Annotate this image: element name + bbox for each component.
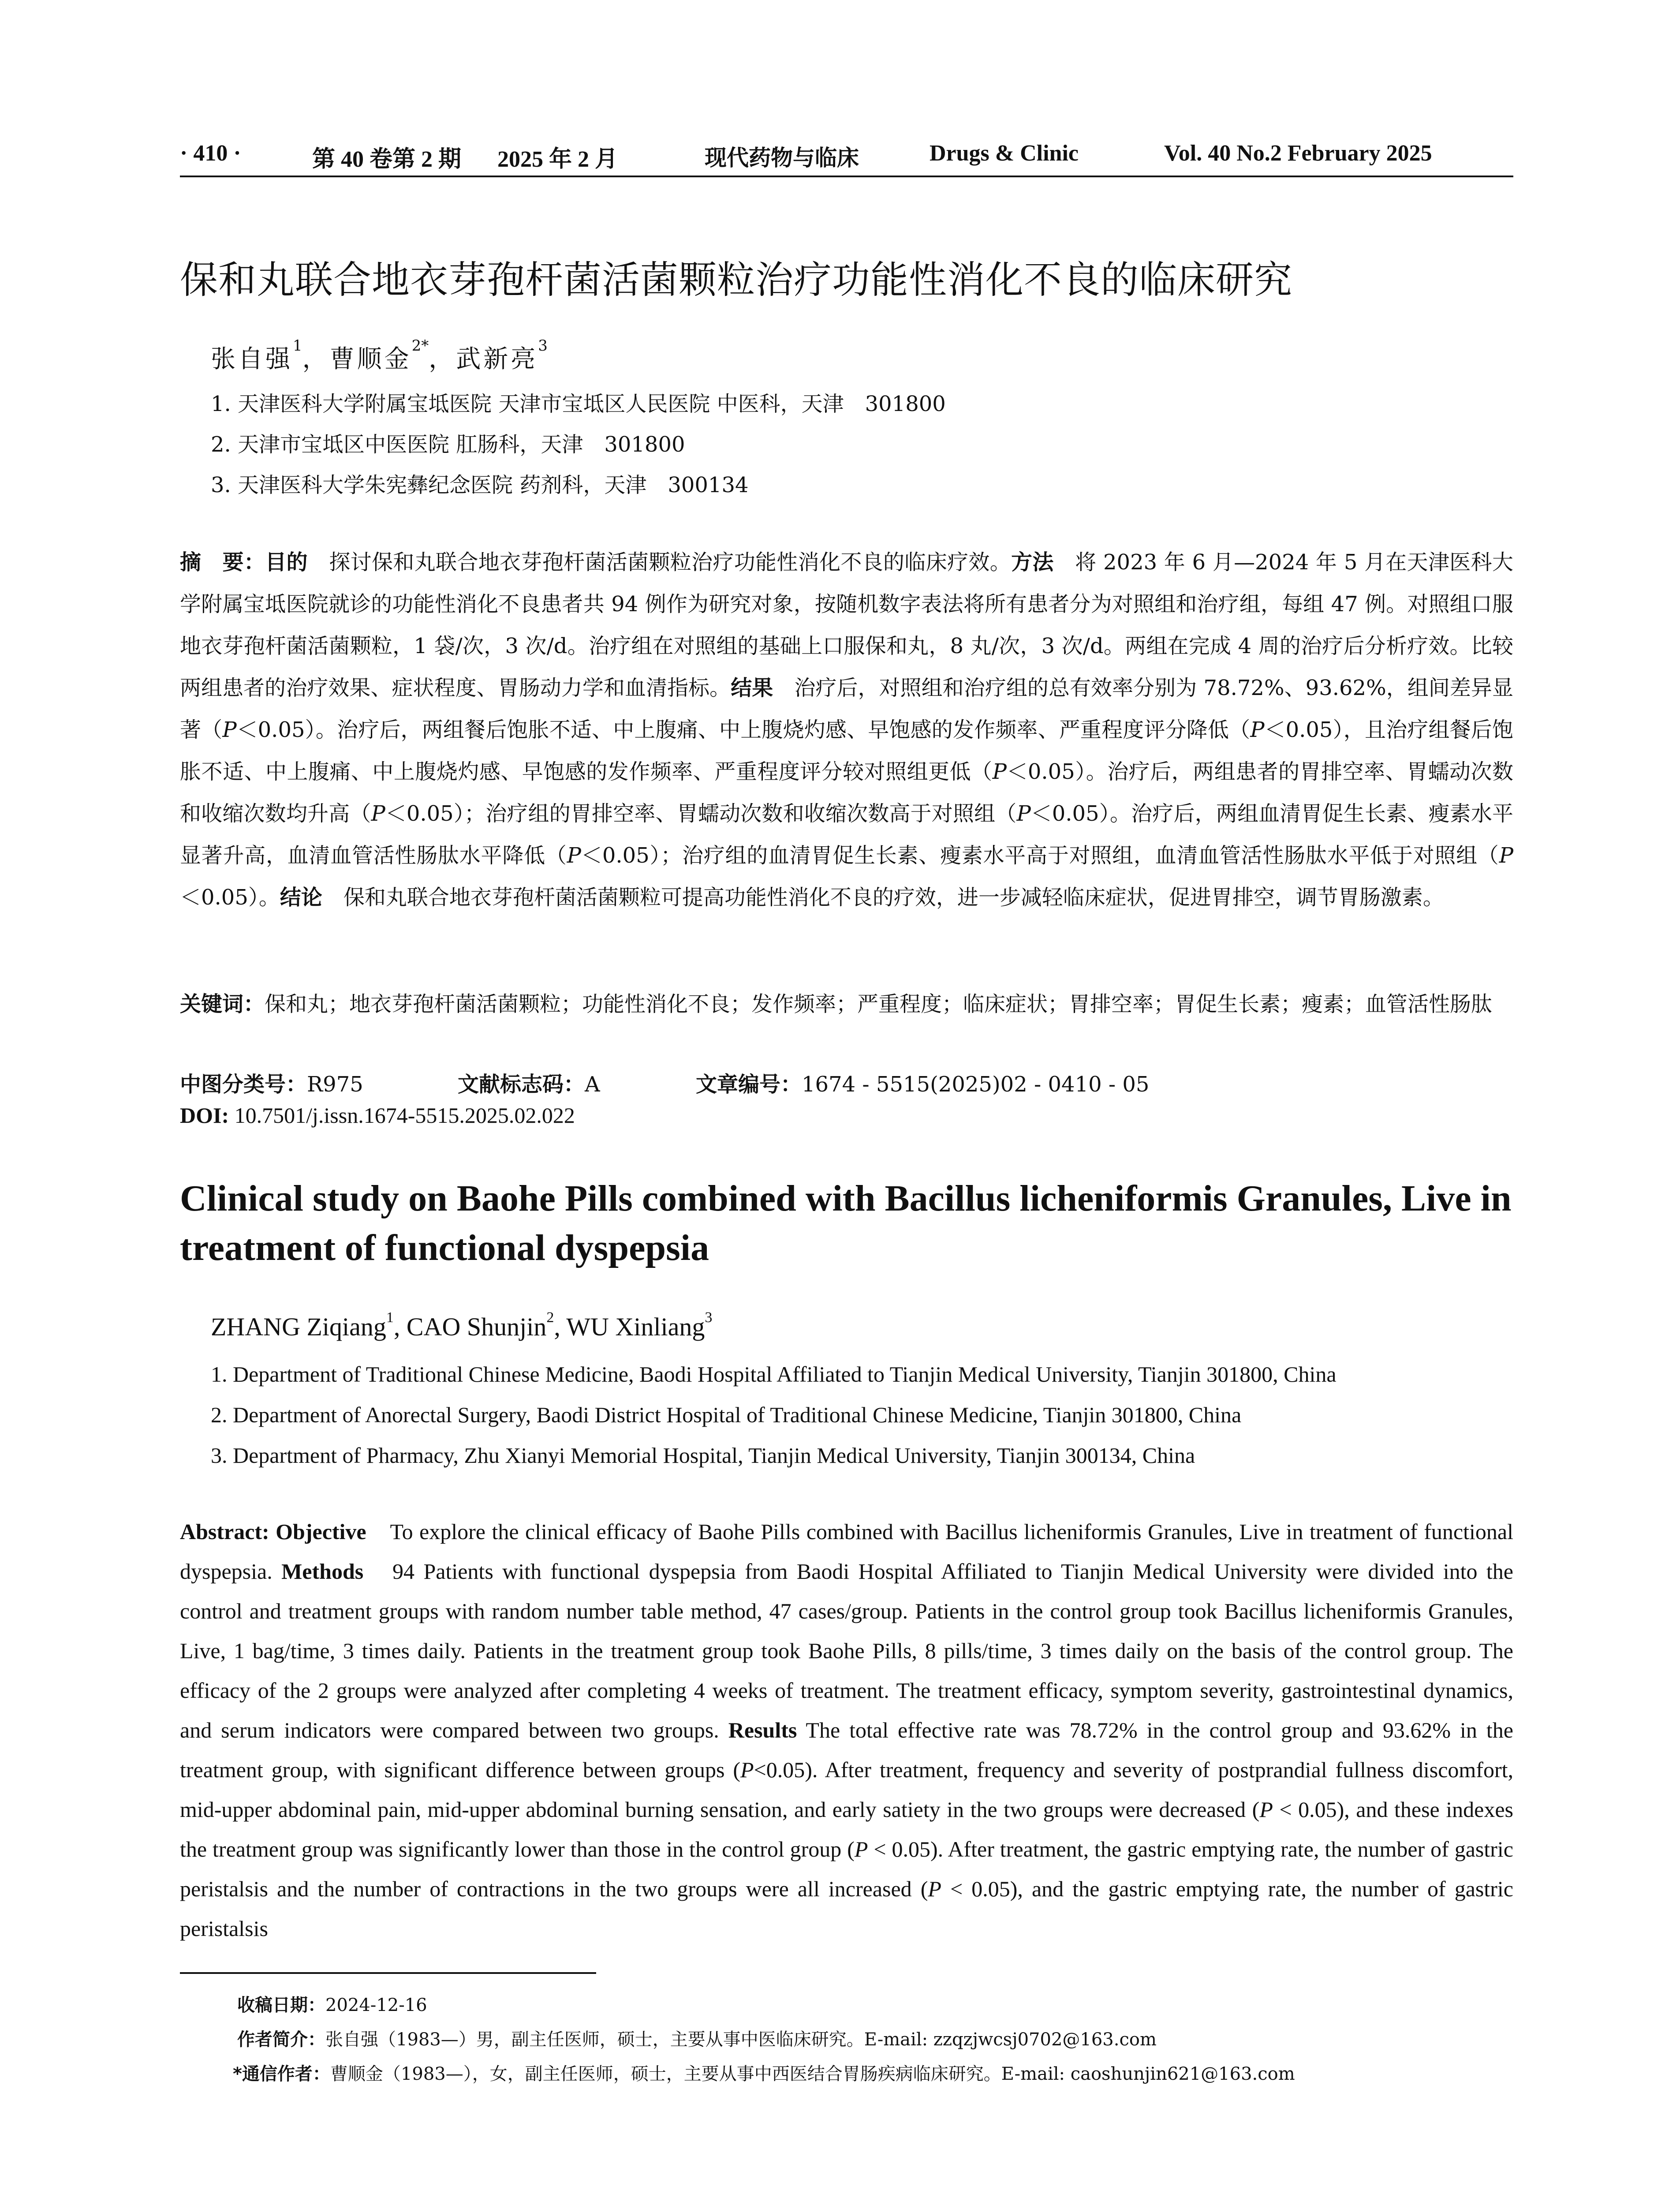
- p-symbol: P: [1259, 1797, 1273, 1822]
- author-2-en: , CAO Shunjin: [393, 1312, 547, 1341]
- authors-cn: [211, 337, 548, 375]
- results-text-en: < 0.05), and the gastric emptying rate, the number of gastric peristalsis: [180, 1876, 1513, 1941]
- author-1-cn: 张自强: [211, 345, 293, 374]
- author-separator: ，: [302, 345, 330, 374]
- p-symbol: P: [992, 759, 1007, 784]
- received-date: 2024-12-16: [325, 1995, 427, 2015]
- clc-field: [180, 1067, 363, 1098]
- article-number-label: 文章编号：: [696, 1072, 802, 1097]
- article-title-cn: 保和丸联合地衣芽孢杆菌活菌颗粒治疗功能性消化不良的临床研究: [180, 258, 1292, 302]
- author-2-sup: 2*: [411, 337, 429, 355]
- footnote-author: [237, 2022, 1295, 2057]
- methods-text-en: 94 Patients with functional dyspepsia from Baodi Hospital Affiliated to Tianjin Medical University were divided into the control and treatment groups with random number table method, 47 cases/group. Patients in the control group took Bacillus licheniformis Granules, Live, 1 bag/time, 3 times daily. Patients in the treatment group took Baohe Pills, 8 pills/time, 3 times daily on the basis of the control group. The efficacy of the 2 groups were analyzed after completing 4 weeks of treatment. The treatment efficacy, symptom severity, gastrointestinal dynamics, and serum indicators were compared between two groups.: [180, 1559, 1513, 1742]
- article-number-value: 1674 - 5515(2025)02 - 0410 - 05: [802, 1072, 1150, 1097]
- results-text-en: < 0.05), and these indexes the treatment group was significantly lower than those in the control group (: [180, 1797, 1513, 1861]
- results-text-en: <0.05). After treatment, frequency and severity of postprandial fullness discomfort, mid-upper abdominal pain, mid-upper abdominal burning sensation, and early satiety in the two groups were decreased (: [180, 1757, 1513, 1822]
- footnote-corresponding: [233, 2057, 1295, 2091]
- conclusion-text-cn: 保和丸联合地衣芽孢杆菌活菌颗粒可提高功能性消化不良的疗效，进一步减轻临床症状，促进胃排空，调节胃肠激素。: [322, 885, 1444, 910]
- author-1-sup: 1: [293, 337, 302, 355]
- objective-text-cn: 探讨保和丸联合地衣芽孢杆菌活菌颗粒治疗功能性消化不良的临床疗效。: [308, 550, 1012, 575]
- author-3-cn: 武新亮: [456, 345, 538, 374]
- authors-en: [211, 1309, 713, 1342]
- p-symbol: P: [567, 843, 581, 868]
- footnote-received: [237, 1988, 1295, 2022]
- abstract-label-cn: 摘 要：: [180, 550, 265, 575]
- author-1-en-sup: 1: [386, 1309, 394, 1326]
- author-bio-label: 作者简介：: [237, 2029, 325, 2050]
- doc-code-field: [458, 1067, 600, 1098]
- issue-info: 第 40 卷第 2 期: [312, 147, 462, 172]
- affiliation-cn-3: 3. 天津医科大学朱宪彝纪念医院 药剂科，天津 300134: [211, 473, 749, 497]
- received-label: 收稿日期：: [237, 1995, 325, 2015]
- methods-label-cn: 方法: [1011, 550, 1054, 575]
- objective-label-cn: 目的: [265, 550, 308, 575]
- author-3-en-sup: 3: [705, 1309, 713, 1326]
- corresponding-label: *通信作者：: [233, 2064, 330, 2084]
- p-symbol: P: [740, 1757, 754, 1782]
- issue-date: 2025 年 2 月: [497, 147, 618, 172]
- results-label-en: Results: [728, 1718, 797, 1742]
- corresponding-text: 曹顺金（1983—），女，副主任医师，硕士，主要从事中西医结合胃肠疾病临床研究。E-mail: caoshunjin621@163.com: [330, 2064, 1295, 2084]
- p-symbol: P: [854, 1837, 868, 1861]
- abstract-cn: [180, 542, 1513, 919]
- header-rule: [180, 176, 1513, 177]
- p-symbol: P: [1016, 801, 1031, 826]
- author-2-en-sup: 2: [546, 1309, 554, 1326]
- results-text-cn: ＜0.05）。治疗后，两组血清胃促生长素、瘦素水平显著升高，血清血管活性肠肽水平降低（: [180, 801, 1513, 868]
- author-bio-text: 张自强（1983—）男，副主任医师，硕士，主要从事中医临床研究。E-mail: zzqzjwcsj0702@163.com: [325, 2029, 1157, 2050]
- affiliations-cn: [211, 384, 946, 505]
- objective-text-en: To explore the clinical efficacy of Baohe Pills combined with Bacillus licheniformis Granules, Live in treatment of functional dyspepsia.: [180, 1519, 1513, 1584]
- results-text-cn: ＜0.05）。治疗后，两组餐后饱胀不适、中上腹痛、中上腹烧灼感、早饱感的发作频率、严重程度评分降低（: [236, 718, 1251, 742]
- author-3-sup: 3: [538, 337, 548, 355]
- clc-label: 中图分类号：: [180, 1072, 307, 1097]
- results-text-cn: ＜0.05）；治疗组的胃排空率、胃蠕动次数和收缩次数高于对照组（: [385, 801, 1017, 826]
- p-symbol: P: [222, 718, 237, 742]
- p-symbol: P: [928, 1876, 941, 1901]
- methods-label-en: Methods: [281, 1559, 364, 1584]
- affiliation-en-3: 3. Department of Pharmacy, Zhu Xianyi Memorial Hospital, Tianjin Medical University, Tianjin 300134, China: [211, 1443, 1195, 1468]
- doc-code-label: 文献标志码：: [458, 1072, 585, 1097]
- p-symbol: P: [1250, 718, 1265, 742]
- article-title-en: Clinical study on Baohe Pills combined with Bacillus licheniformis Granules, Live in treatment of functional dyspepsia: [180, 1178, 1512, 1268]
- footnotes: [233, 1988, 1295, 2091]
- affiliation-cn-2: 2. 天津市宝坻区中医医院 肛肠科，天津 301800: [211, 432, 685, 457]
- results-text-en: < 0.05). After treatment, the gastric emptying rate, the number of gastric peristalsis and the number of contractions in the two groups were all increased (: [180, 1837, 1513, 1901]
- p-symbol: P: [371, 801, 385, 826]
- results-text-cn: ＜0.05），且治疗组餐后饱胀不适、中上腹痛、中上腹烧灼感、早饱感的发作频率、严重程度评分较对照组更低（: [180, 718, 1513, 784]
- affiliation-en-1: 1. Department of Traditional Chinese Medicine, Baodi Hospital Affiliated to Tianjin Medical University, Tianjin 301800, China: [211, 1362, 1337, 1387]
- author-2-cn: 曹顺金: [329, 345, 412, 374]
- keywords-cn: [180, 983, 1513, 1025]
- results-label-cn: 结果: [731, 676, 773, 700]
- conclusion-label-cn: 结论: [280, 885, 322, 910]
- author-1-en: ZHANG Ziqiang: [211, 1312, 386, 1341]
- page-number: · 410 ·: [180, 141, 241, 166]
- footnote-rule: [180, 1972, 596, 1974]
- journal-name-cn: 现代药物与临床: [705, 145, 859, 171]
- doc-code-value: A: [585, 1072, 600, 1097]
- abstract-en: [180, 1512, 1513, 1948]
- keywords-label-cn: 关键词：: [180, 992, 265, 1017]
- affiliation-en-2: 2. Department of Anorectal Surgery, Baodi District Hospital of Traditional Chinese Medicine, Tianjin 301800, China: [211, 1402, 1242, 1427]
- methods-text-cn: 将 2023 年 6 月—2024 年 5 月在天津医科大学附属宝坻医院就诊的功能性消化不良患者共 94 例作为研究对象，按随机数字表法将所有患者分为对照组和治疗组，每组 47 例。对照组口服地衣芽孢杆菌活菌颗粒，1 袋/次，3 次/d。治疗组在对照组的基础上口服保和丸，8 丸/次，3 次/d。两组在完成 4 周的治疗后分析疗效。比较两组患者的治疗效果、症状程度、胃肠动力学和血清指标。: [180, 550, 1513, 700]
- article-number-field: [696, 1067, 1149, 1098]
- affiliation-cn-1: 1. 天津医科大学附属宝坻医院 天津市宝坻区人民医院 中医科，天津 301800: [211, 392, 946, 416]
- author-3-en: , WU Xinliang: [554, 1312, 705, 1341]
- results-text-cn: 治疗后，对照组和治疗组的总有效率分别为 78.72%、93.62%，组间差异显著（: [180, 676, 1513, 742]
- clc-value: R975: [307, 1072, 363, 1097]
- volume-info-en: Vol. 40 No.2 February 2025: [1164, 141, 1432, 166]
- abstract-label-en: Abstract: Objective: [180, 1519, 366, 1544]
- running-header: [180, 140, 1513, 176]
- results-text-en: The total effective rate was 78.72% in the control group and 93.62% in the treatment group, with significant difference between groups (: [180, 1718, 1513, 1782]
- results-text-cn: ＜0.05）。治疗后，两组患者的胃排空率、胃蠕动次数和收缩次数均升高（: [180, 759, 1513, 826]
- results-text-cn: ＜0.05）。: [180, 885, 280, 910]
- doi-label: DOI:: [180, 1103, 229, 1128]
- doi-line: [180, 1102, 575, 1128]
- journal-name-en: Drugs & Clinic: [930, 141, 1079, 166]
- doi-link[interactable]: 10.7501/j.issn.1674-5515.2025.02.022: [229, 1103, 575, 1128]
- author-separator: ，: [429, 345, 456, 374]
- results-text-cn: ＜0.05）；治疗组的血清胃促生长素、瘦素水平高于对照组，血清血管活性肠肽水平低于对照组（: [581, 843, 1499, 868]
- p-symbol: P: [1499, 843, 1513, 868]
- keywords-text-cn: 保和丸；地衣芽孢杆菌活菌颗粒；功能性消化不良；发作频率；严重程度；临床症状；胃排空率；胃促生长素；瘦素；血管活性肠肽: [265, 992, 1493, 1017]
- affiliations-en: [211, 1354, 1337, 1476]
